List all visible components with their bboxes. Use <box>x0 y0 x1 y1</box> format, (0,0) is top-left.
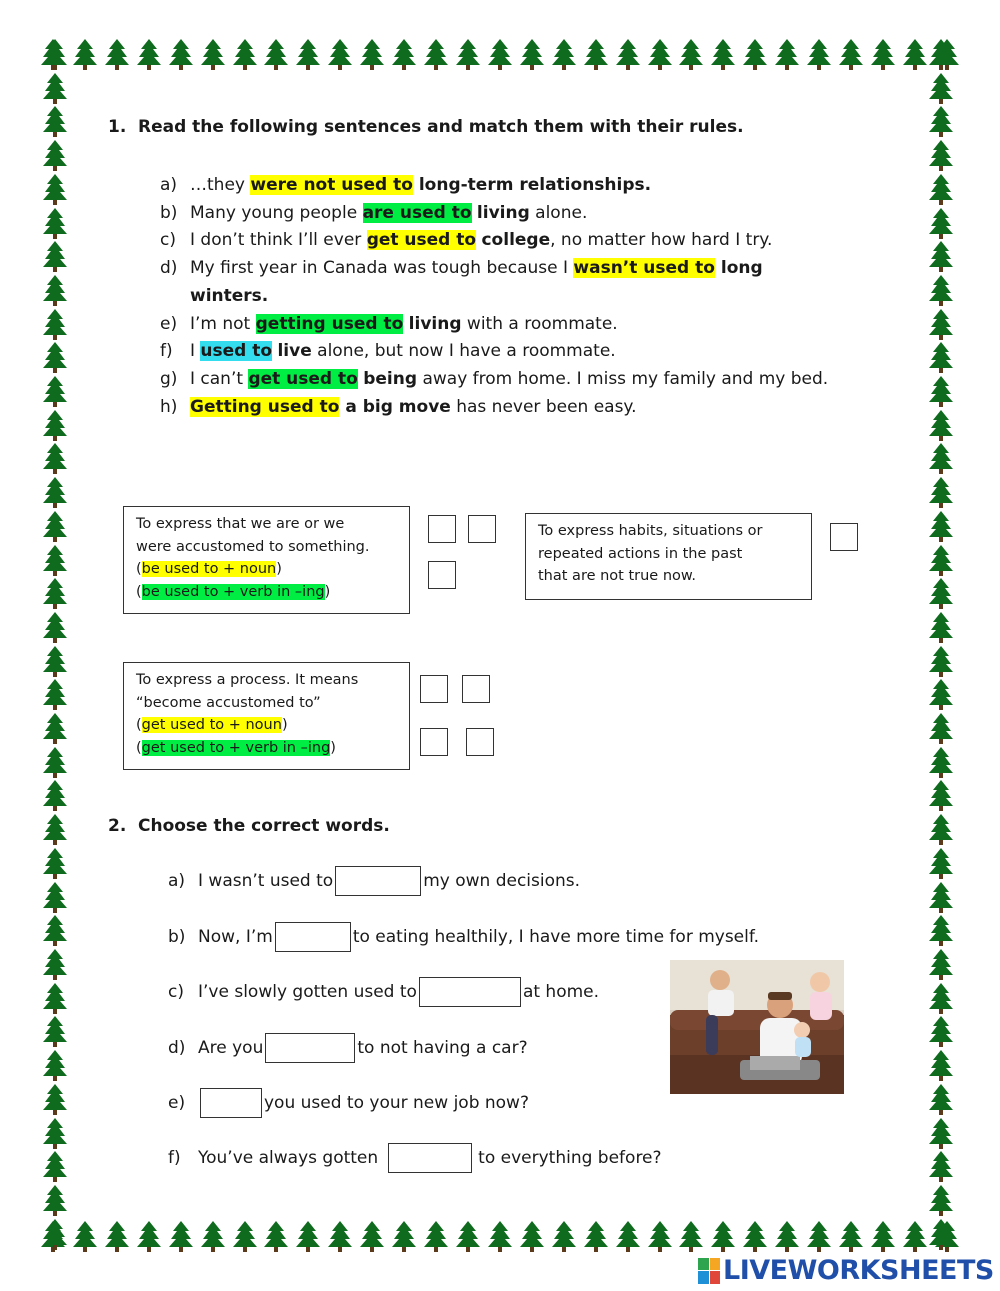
highlighted-phrase: used to <box>200 341 273 362</box>
item-text-before: I’ve slowly gotten used to <box>198 982 417 1002</box>
tree-icon <box>870 1220 896 1252</box>
tree-icon <box>806 38 832 70</box>
tree-icon <box>774 38 800 70</box>
item-text-before: You’ve always gotten <box>198 1148 379 1168</box>
sentence-list <box>160 172 840 421</box>
tree-icon <box>232 1220 258 1252</box>
tree-icon <box>42 645 68 677</box>
logo-badge-icon <box>698 1258 720 1284</box>
tree-icon <box>423 38 449 70</box>
tree-icon <box>42 678 68 710</box>
tree-icon <box>359 1220 385 1252</box>
sentence-text <box>190 255 840 310</box>
sentence-fragment: I’m not <box>190 313 256 334</box>
sentence-item <box>160 200 840 228</box>
tree-icon <box>42 207 68 239</box>
item-text-before: Are you <box>198 1038 264 1058</box>
rule-text: “become accustomed to” <box>136 694 321 711</box>
tree-icon <box>583 38 609 70</box>
tree-icon <box>42 746 68 778</box>
highlighted-phrase: Getting used to <box>190 396 340 417</box>
item-text-after: my own decisions. <box>423 871 581 891</box>
rule-formula: (get used to + verb in –ing) <box>136 739 336 756</box>
tree-border-top <box>40 38 960 70</box>
tree-icon <box>42 1184 68 1216</box>
tree-icon <box>42 173 68 205</box>
rule-text: To express a process. It means <box>136 672 359 688</box>
rule-box-habits <box>525 513 812 600</box>
tree-icon <box>928 813 954 845</box>
logo-text: LIVEWORKSHEETS <box>723 1255 994 1286</box>
sentence-item <box>160 227 840 255</box>
sentence-fragment: living <box>408 313 462 334</box>
choose-item-e <box>168 1088 529 1118</box>
sentence-item <box>160 311 840 339</box>
choose-item-d <box>168 1033 528 1063</box>
sentence-label: h) <box>160 396 178 417</box>
sentence-fragment: Many young people <box>190 202 363 223</box>
tree-icon <box>487 38 513 70</box>
tree-icon <box>928 746 954 778</box>
tree-icon <box>327 1220 353 1252</box>
formula-noun: be used to + noun <box>141 561 277 577</box>
answer-box[interactable] <box>462 675 490 703</box>
sentence-text <box>190 338 616 366</box>
tree-icon <box>42 341 68 373</box>
tree-icon <box>928 712 954 744</box>
choose-item-f <box>168 1143 662 1173</box>
answer-box[interactable] <box>830 523 858 551</box>
tree-icon <box>455 1220 481 1252</box>
tree-icon <box>710 38 736 70</box>
tree-icon <box>928 1015 954 1047</box>
tree-icon <box>928 72 954 104</box>
answer-box[interactable] <box>466 728 494 756</box>
highlighted-phrase: wasn’t used to <box>573 258 715 279</box>
tree-icon <box>295 38 321 70</box>
highlighted-phrase: were not used to <box>250 175 413 195</box>
item-text-after: to everything before? <box>478 1148 662 1168</box>
tree-icon <box>487 1220 513 1252</box>
tree-icon <box>359 38 385 70</box>
tree-icon <box>928 847 954 879</box>
tree-icon <box>647 1220 673 1252</box>
tree-icon <box>928 510 954 542</box>
tree-icon <box>928 1184 954 1216</box>
item-text-after: you used to your new job now? <box>264 1093 529 1113</box>
tree-icon <box>168 38 194 70</box>
rule-text: were accustomed to something. <box>136 538 370 555</box>
tree-icon <box>42 139 68 171</box>
answer-blank[interactable] <box>265 1033 355 1063</box>
tree-icon <box>42 577 68 609</box>
tree-icon <box>928 914 954 946</box>
highlighted-phrase: are used to <box>362 202 472 223</box>
tree-border-bottom <box>40 1220 960 1252</box>
item-text-after: to eating healthily, I have more time for myself. <box>352 927 760 947</box>
tree-icon <box>928 38 954 70</box>
tree-icon <box>42 779 68 811</box>
tree-icon <box>678 38 704 70</box>
choose-item-c <box>168 977 599 1007</box>
tree-icon <box>615 1220 641 1252</box>
tree-icon <box>928 341 954 373</box>
tree-icon <box>42 1218 68 1250</box>
tree-icon <box>42 544 68 576</box>
item-label: e) <box>168 1093 186 1113</box>
choose-item-b <box>168 922 759 952</box>
item-label: a) <box>168 871 186 891</box>
sentence-label: a) <box>160 175 178 195</box>
tree-icon <box>42 1150 68 1182</box>
answer-blank[interactable] <box>275 922 351 952</box>
question-2-number: 2. <box>108 816 127 836</box>
tree-icon <box>838 38 864 70</box>
question-2-title: Choose the correct words. <box>138 816 390 836</box>
tree-icon <box>551 1220 577 1252</box>
sentence-fragment: , no matter how hard I try. <box>550 230 773 251</box>
tree-icon <box>263 1220 289 1252</box>
tree-icon <box>928 105 954 137</box>
sentence-label: e) <box>160 313 178 334</box>
tree-icon <box>928 207 954 239</box>
tree-icon <box>647 38 673 70</box>
answer-blank[interactable] <box>419 977 521 1007</box>
question-1-number: 1. <box>108 117 127 137</box>
tree-icon <box>423 1220 449 1252</box>
sentence-fragment: live <box>277 341 312 362</box>
tree-icon <box>928 476 954 508</box>
tree-icon <box>42 510 68 542</box>
tree-icon <box>42 476 68 508</box>
sentence-label: c) <box>160 230 176 251</box>
sentence-fragment: alone, but now I have a roommate. <box>311 341 616 362</box>
answer-box[interactable] <box>468 515 496 543</box>
sentence-fragment: …they <box>190 175 251 195</box>
rule-box-accustomed <box>123 506 410 614</box>
formula-verb: get used to + verb in –ing <box>141 739 331 756</box>
tree-icon <box>928 173 954 205</box>
tree-icon <box>519 38 545 70</box>
sentence-fragment: has never been easy. <box>450 396 637 417</box>
tree-icon <box>742 38 768 70</box>
sentence-item <box>160 366 840 394</box>
tree-icon <box>42 1015 68 1047</box>
tree-icon <box>327 38 353 70</box>
sentence-text <box>190 172 651 200</box>
sentence-item <box>160 338 840 366</box>
tree-icon <box>806 1220 832 1252</box>
sentence-fragment: I can’t <box>190 368 249 389</box>
sentence-text <box>190 311 618 339</box>
sentence-fragment: My first year in Canada was tough because I <box>190 258 574 279</box>
tree-icon <box>928 308 954 340</box>
item-label: c) <box>168 982 184 1002</box>
tree-icon <box>615 38 641 70</box>
tree-icon <box>42 813 68 845</box>
tree-icon <box>928 1218 954 1250</box>
tree-icon <box>928 577 954 609</box>
tree-icon <box>391 1220 417 1252</box>
tree-icon <box>455 38 481 70</box>
sentence-text <box>190 227 772 255</box>
tree-icon <box>200 1220 226 1252</box>
tree-icon <box>391 38 417 70</box>
tree-icon <box>928 881 954 913</box>
tree-icon <box>72 38 98 70</box>
sentence-text <box>190 394 636 422</box>
rule-text: To express that we are or we <box>136 516 345 532</box>
sentence-item <box>160 394 840 422</box>
rule-formula: (be used to + noun) <box>136 561 282 577</box>
liveworksheets-logo <box>698 1255 994 1286</box>
tree-icon <box>928 1083 954 1115</box>
tree-icon <box>928 779 954 811</box>
rule-formula: (get used to + noun) <box>136 717 288 733</box>
tree-icon <box>232 38 258 70</box>
sentence-fragment: long winters. <box>190 258 763 306</box>
sentence-item <box>160 255 840 310</box>
rule-box-process <box>123 662 410 770</box>
tree-icon <box>72 1220 98 1252</box>
sentence-fragment: college <box>481 230 551 251</box>
item-text-after: at home. <box>522 982 600 1002</box>
tree-icon <box>42 72 68 104</box>
tree-icon <box>168 1220 194 1252</box>
tree-icon <box>870 38 896 70</box>
tree-icon <box>42 308 68 340</box>
formula-verb: be used to + verb in –ing <box>141 583 325 600</box>
rule-formula: (be used to + verb in –ing) <box>136 583 331 600</box>
tree-icon <box>928 240 954 272</box>
sentence-fragment: with a roommate. <box>461 313 618 334</box>
tree-icon <box>583 1220 609 1252</box>
sentence-label: g) <box>160 368 178 389</box>
sentence-fragment: I don’t think I’ll ever <box>190 230 367 251</box>
sentence-label: d) <box>160 258 178 279</box>
tree-icon <box>42 914 68 946</box>
rule-text: To express habits, situations or <box>538 523 763 539</box>
tree-icon <box>928 678 954 710</box>
sentence-fragment: I <box>190 341 201 362</box>
sentence-label: b) <box>160 202 178 223</box>
tree-icon <box>42 240 68 272</box>
tree-icon <box>928 1049 954 1081</box>
tree-icon <box>263 38 289 70</box>
sentence-fragment: living <box>476 202 530 223</box>
tree-icon <box>42 611 68 643</box>
tree-icon <box>42 881 68 913</box>
tree-icon <box>42 1049 68 1081</box>
tree-icon <box>42 38 68 70</box>
highlighted-phrase: getting used to <box>255 313 404 334</box>
tree-icon <box>519 1220 545 1252</box>
tree-icon <box>928 442 954 474</box>
tree-icon <box>838 1220 864 1252</box>
item-label: b) <box>168 927 186 947</box>
tree-icon <box>902 38 928 70</box>
choose-item-a <box>168 866 580 896</box>
tree-icon <box>774 1220 800 1252</box>
sentence-item <box>160 172 840 200</box>
item-text-after: to not having a car? <box>357 1038 528 1058</box>
tree-icon <box>295 1220 321 1252</box>
item-label: f) <box>168 1148 181 1168</box>
tree-icon <box>928 611 954 643</box>
tree-icon <box>678 1220 704 1252</box>
sentence-fragment: a big move <box>339 396 451 417</box>
tree-icon <box>902 1220 928 1252</box>
tree-icon <box>42 847 68 879</box>
item-label: d) <box>168 1038 186 1058</box>
tree-icon <box>928 544 954 576</box>
tree-icon <box>928 139 954 171</box>
tree-icon <box>42 274 68 306</box>
formula-noun: get used to + noun <box>141 717 282 733</box>
tree-icon <box>928 409 954 441</box>
answer-box[interactable] <box>428 561 456 589</box>
highlighted-phrase: get used to <box>366 230 477 251</box>
tree-icon <box>710 1220 736 1252</box>
tree-icon <box>42 1117 68 1149</box>
tree-icon <box>42 105 68 137</box>
answer-blank[interactable] <box>200 1088 262 1118</box>
tree-icon <box>136 1220 162 1252</box>
tree-border-right <box>928 38 954 1250</box>
tree-icon <box>104 1220 130 1252</box>
item-text-before: Now, I’m <box>198 927 273 947</box>
tree-icon <box>928 948 954 980</box>
sentence-fragment: long-term relationships. <box>412 175 652 195</box>
tree-icon <box>136 38 162 70</box>
tree-icon <box>42 1083 68 1115</box>
tree-icon <box>928 1150 954 1182</box>
tree-icon <box>928 645 954 677</box>
item-text-before: I wasn’t used to <box>198 871 334 891</box>
answer-box[interactable] <box>420 675 448 703</box>
sentence-text <box>190 366 828 394</box>
sentence-label: f) <box>160 341 173 362</box>
answer-box[interactable] <box>420 728 448 756</box>
answer-box[interactable] <box>428 515 456 543</box>
highlighted-phrase: get used to <box>248 368 358 389</box>
tree-icon <box>104 38 130 70</box>
tree-icon <box>928 274 954 306</box>
tree-icon <box>200 38 226 70</box>
question-1-title: Read the following sentences and match them with their rules. <box>138 117 744 137</box>
tree-icon <box>928 1117 954 1149</box>
sentence-fragment: alone. <box>529 202 588 223</box>
question-1-heading <box>108 117 744 137</box>
tree-icon <box>42 409 68 441</box>
tree-icon <box>742 1220 768 1252</box>
tree-icon <box>42 948 68 980</box>
answer-blank[interactable] <box>335 866 421 896</box>
tree-icon <box>42 982 68 1014</box>
rule-text: repeated actions in the past <box>538 545 743 562</box>
sentence-text <box>190 200 587 228</box>
answer-blank[interactable] <box>388 1143 472 1173</box>
tree-icon <box>42 375 68 407</box>
rule-text: that are not true now. <box>538 568 697 584</box>
tree-icon <box>42 442 68 474</box>
question-2-heading <box>108 816 390 836</box>
tree-icon <box>42 712 68 744</box>
sentence-fragment: away from home. I miss my family and my bed. <box>417 368 829 389</box>
family-photo <box>670 960 844 1094</box>
tree-icon <box>551 38 577 70</box>
sentence-fragment: being <box>363 368 418 389</box>
tree-icon <box>928 982 954 1014</box>
tree-icon <box>928 375 954 407</box>
tree-border-left <box>42 38 68 1250</box>
